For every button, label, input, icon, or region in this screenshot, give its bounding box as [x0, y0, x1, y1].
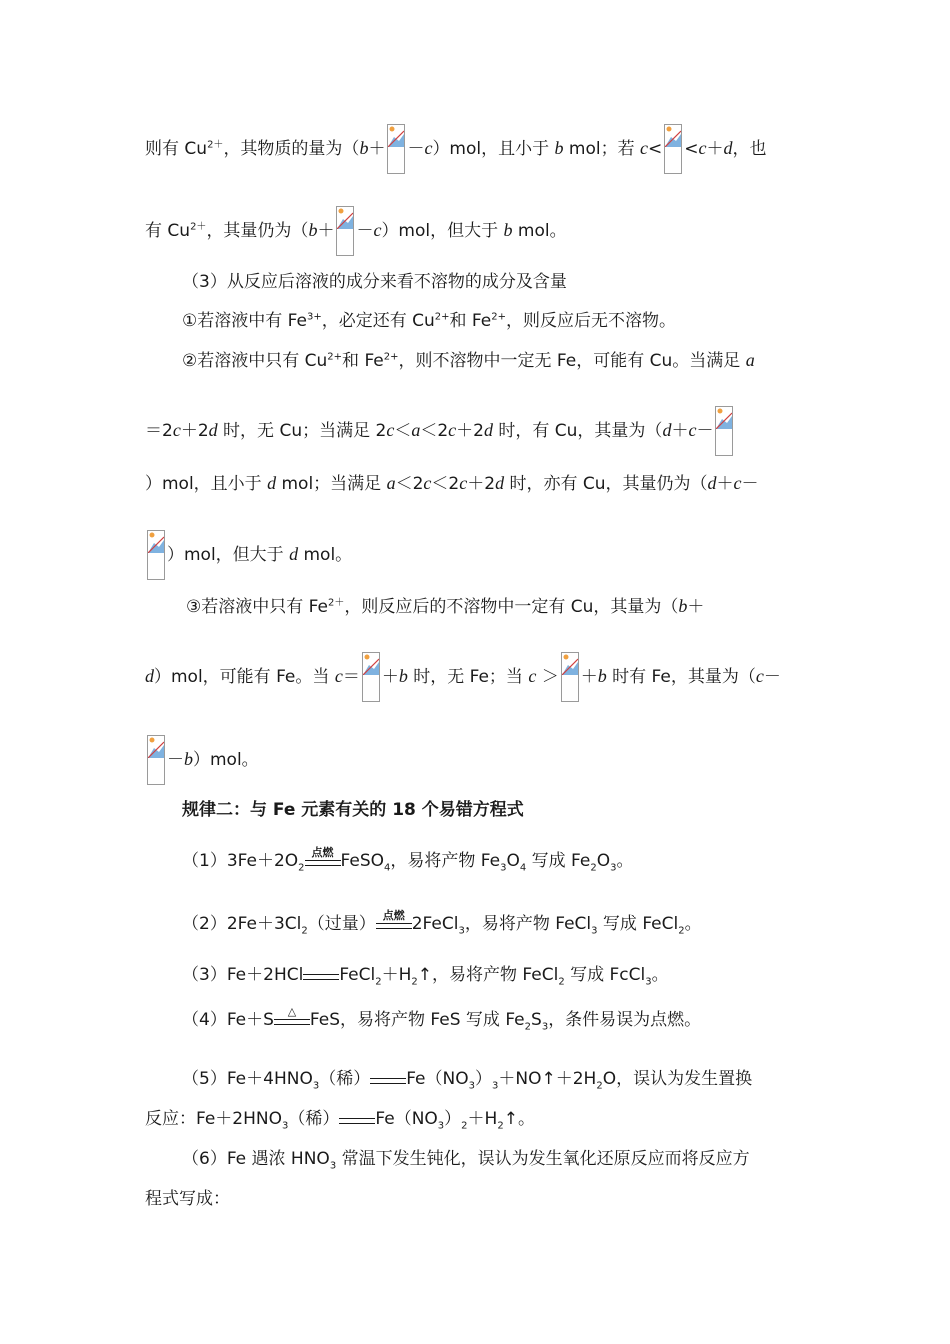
paragraph-7: ）mol，且小于 d mol；当满足 a＜2c＜2c＋2d 时，亦有 Cu，其量仍为（d＋c－ — [145, 473, 759, 494]
paragraph-1: 则有 $Cu^{2+}$，其物质的量为（b＋ －c）mol，且小于 b mol；若 c< <c＋d，也 — [145, 124, 767, 174]
formula-image-icon — [147, 530, 165, 580]
equation-2: $(2)2Fe+3Cl_2$（过量） 点燃 2FeCl$_3$，易将产物 FeCl$_3$ 写成 FeCl$_2$。 — [182, 909, 702, 937]
paragraph-8: ）mol，但大于 d mol。 — [145, 530, 352, 580]
formula-image-icon — [147, 735, 165, 785]
equation-5-continued: 反应：$Fe+2HNO_3$（稀） $Fe(NO_3)_2+H_2↑$。 — [145, 1109, 535, 1132]
reaction-arrow: 点燃 — [305, 849, 341, 873]
reaction-arrow — [303, 963, 339, 987]
formula-image-icon — [387, 124, 405, 174]
formula-image-icon — [715, 406, 733, 456]
section-heading: 规律二：与 Fe 元素有关的 18 个易错方程式 — [182, 800, 524, 820]
formula-image-icon — [561, 652, 579, 702]
equation-5: $(5)Fe+4HNO_3$（稀） $Fe(NO_3)_3+NO↑+2H_2O$，误认为发生置换 — [182, 1069, 753, 1092]
equation-3: （3）Fe＋2HCl $FeCl_2+H_2↑$，易将产物 FeCl$_2$ 写成 FcCl$_3$。 — [182, 965, 669, 988]
reaction-arrow: 点燃 — [376, 912, 412, 936]
equation-4: （4）Fe＋S △ FeS，易将产物 FeS 写成 $Fe_2S_3$，条件易误为点燃。 — [182, 1005, 702, 1033]
reaction-arrow: △ — [274, 1008, 310, 1032]
paragraph-10: d）mol，可能有 Fe。当 c＝ ＋b 时，无 Fe；当 c ＞ ＋b 时有 Fe，其量为（c－ — [145, 652, 781, 702]
paragraph-5: ②若溶液中只有 $Cu^{2+}$和 $Fe^{2+}$，则不溶物中一定无 Fe，可能有 Cu。当满足 a — [182, 350, 755, 371]
paragraph-2: 有 $Cu^{2+}$，其量仍为（b＋ －c）mol，但大于 b mol。 — [145, 206, 567, 256]
paragraph-3: （3）从反应后溶液的成分来看不溶物的成分及含量 — [182, 272, 567, 292]
equation-6: （6）Fe 遇浓 $HNO_3$ 常温下发生钝化，误认为发生氧化还原反应而将反应方 — [182, 1149, 750, 1172]
equation-6-continued: 程式写成： — [145, 1189, 230, 1209]
paragraph-4: ①若溶液中有 $Fe^{3+}$，必定还有 $Cu^{2+}$和 $Fe^{2+}$，则反应后无不溶物。 — [182, 311, 676, 331]
reaction-arrow — [339, 1107, 375, 1131]
formula-image-icon — [336, 206, 354, 256]
paragraph-9: ③若溶液中只有 $Fe^{2+}$，则反应后的不溶物中一定有 Cu，其量为（b＋ — [186, 596, 705, 617]
formula-image-icon — [664, 124, 682, 174]
reaction-arrow — [370, 1067, 406, 1091]
equation-1: $(1)3Fe+2O_2$ 点燃 FeSO$_4$，易将产物 $Fe_3O_4$ 写成 $Fe_2O_3$。 — [182, 846, 634, 874]
paragraph-11: －b）mol。 — [145, 735, 259, 785]
paragraph-6: ＝2c＋2d 时，无 Cu；当满足 2c＜a＜2c＋2d 时，有 Cu，其量为（d＋c－ — [145, 406, 735, 456]
formula-image-icon — [362, 652, 380, 702]
